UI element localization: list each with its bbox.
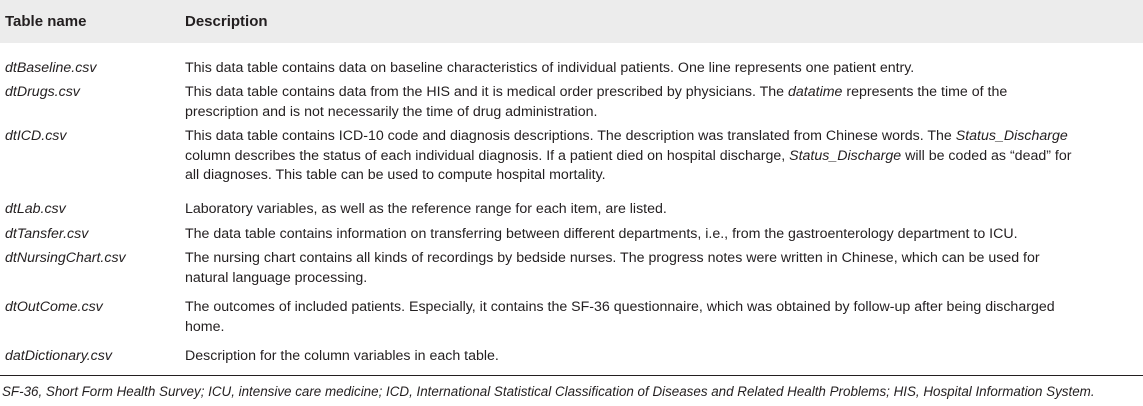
table-bottom-rule [0,375,1143,376]
text-run: This data table contains data on baseline characteristics of individual patients. One line represents one patient entry. [185,60,915,76]
text-run: prescription and is not necessarily the time of drug administration. [185,103,598,120]
description-line [185,269,1040,289]
italic-term: datatime [788,84,843,100]
row-table-name: dtOutCome.csv [5,299,103,315]
description-line [185,147,1071,167]
text-run: This data table contains ICD-10 code and diagnosis descriptions. The description was translated from Chinese words. The [185,128,956,144]
text-run: column describes the status of each individual diagnosis. If a patient died on hospital discharge, [185,147,790,164]
text-run: Laboratory variables, as well as the reference range for each item, are listed. [185,201,667,217]
row-description [185,249,1040,288]
italic-term: Status_Discharge [955,128,1068,144]
text-run: The outcomes of included patients. Especially, it contains the SF-36 questionnaire, which was obtained by follow-up after being discharged [185,299,1055,315]
row-table-name: dtDrugs.csv [5,84,80,100]
row-description [185,59,914,79]
description-line [185,225,1018,245]
text-run: represents the time of the [842,84,1008,100]
description-line [185,83,1007,103]
row-table-name: dtICD.csv [5,128,67,144]
text-run: natural language processing. [185,269,368,286]
text-run: The data table contains information on transferring between different departments, i.e., from the gastroenterology department to ICU. [185,226,1018,242]
row-table-name: datDictionary.csv [5,348,112,364]
text-run: will be coded as “dead” for [901,147,1072,164]
description-line [185,103,1007,123]
description-line [185,127,1071,147]
description-line [185,166,1071,186]
row-description [185,127,1071,186]
row-description [185,298,1055,337]
description-line [185,298,1055,318]
description-line [185,200,667,220]
text-run: This data table contains data from the HIS and it is medical order prescribed by physicians. The [185,84,789,100]
description-line [185,59,914,79]
description-line [185,347,499,367]
row-description [185,200,667,220]
description-line [185,249,1040,269]
row-description [185,225,1018,245]
text-run: Description for the column variables in each table. [185,348,499,364]
table-footnote: SF-36, Short Form Health Survey; ICU, intensive care medicine; ICD, International Statistical Classification of Diseases and Related Health Problems; HIS, Hospital Information System. [2,384,1095,399]
row-table-name: dtLab.csv [5,201,66,217]
header-table-name: Table name [5,13,87,30]
text-run: home. [185,318,225,335]
row-table-name: dtBaseline.csv [5,60,97,76]
row-table-name: dtNursingChart.csv [5,250,126,266]
header-description: Description [185,13,268,30]
text-run: all diagnoses. This table can be used to compute hospital mortality. [185,167,606,184]
text-run: The nursing chart contains all kinds of recordings by bedside nurses. The progress notes were written in Chinese, which can be used for [185,250,1040,266]
description-line [185,318,1055,338]
row-description [185,347,499,367]
row-description [185,83,1007,122]
table-header [0,0,1143,43]
italic-term: Status_Discharge [789,147,902,164]
row-table-name: dtTansfer.csv [5,226,89,242]
